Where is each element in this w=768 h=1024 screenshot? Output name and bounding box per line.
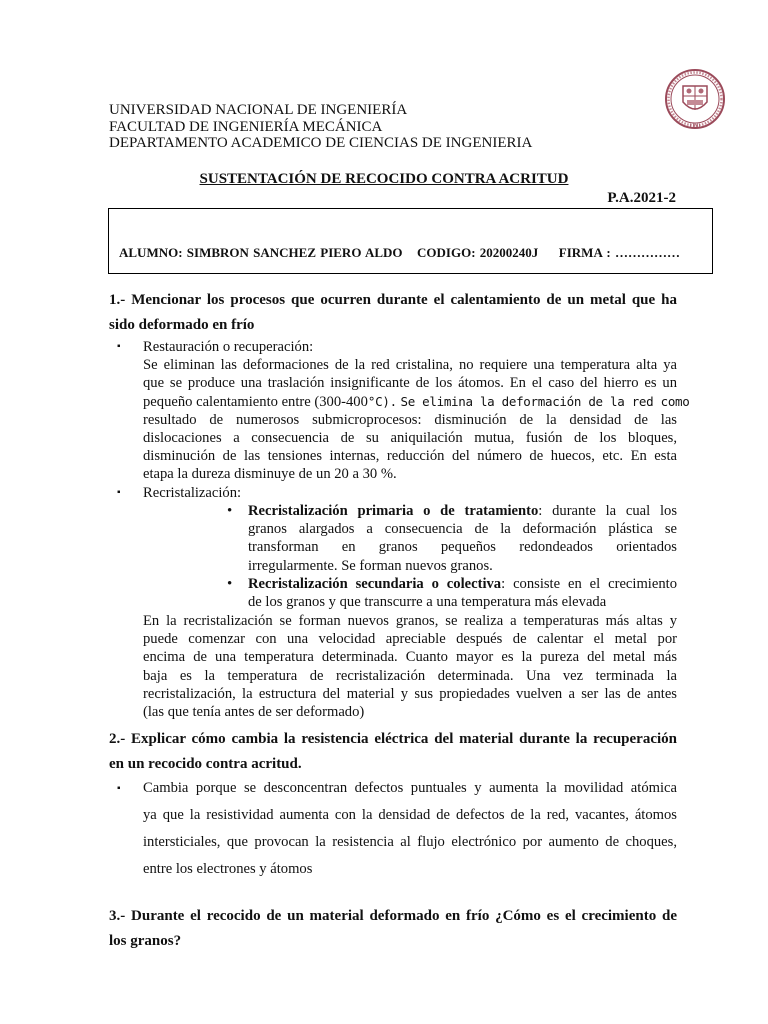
- primary-recrystallization-item: Recristalización primaria o de tratamiento: durante la cual los granos alargados a consecuencia de la deformación plástica se transforman en granos pequeños redondeados orientados irregularmente. Se forman nuevos granos.: [248, 503, 678, 574]
- university-seal-logo: [662, 68, 728, 134]
- student-name: ALUMNO: SIMBRON SANCHEZ PIERO ALDO: [119, 245, 403, 260]
- faculty-name: FACULTAD DE INGENIERÍA MECÁNICA: [109, 118, 383, 135]
- seal-text: UNI: [689, 124, 701, 130]
- department-name: DEPARTAMENTO ACADEMICO DE CIENCIAS DE INGENIERIA: [109, 135, 533, 151]
- university-header: [109, 102, 532, 152]
- recrystallization-paragraph: En la recristalización se forman nuevos granos, se realiza a temperaturas más altas y puede comenzar con una velocidad apreciable después de calentar el metal por encima de una temperatura determinada. Cuanto mayor es la pureza del metal más baja es la temperatura de recristalización determinada. Una vez terminada la recristalización, la estructura del material y sus propiedades vuelven a ser las de antes (las que tenía antes de ser deformado): [143, 613, 677, 721]
- q1-restoration-item: Restauración o recuperación: Se eliminan las deformaciones de la red cristalina, no requiere una temperatura alta ya que se produce una traslación insignificante de los átomos. En el caso del hierro es un pequeño calentamiento entre (300-400°C). Se elimina la deformación de la red como resultado de numerosos submicroprocesos: disminución de la densidad de las dislocaciones a consecuencia de su aniquilación mutua, fusión de los bloques, disminución de las tensiones internas, reducción del número de huecos, etc. En esta etapa la dureza disminuye de un 20 a 30 %.: [143, 339, 690, 483]
- square-bullet: ▪: [117, 783, 121, 794]
- question-2-title: 2.- Explicar cómo cambia la resistencia eléctrica del material durante la recuperación en un recocido contra acritud.: [109, 731, 677, 772]
- disc-bullet: •: [227, 576, 233, 592]
- student-info-line: [119, 245, 680, 261]
- square-bullet: ▪: [117, 341, 121, 352]
- student-info-box: [108, 208, 713, 274]
- student-code: CODIGO: 20200240J: [417, 245, 539, 260]
- academic-period: P.A.2021-2: [607, 190, 676, 206]
- q2-answer: Cambia porque se desconcentran defectos puntuales y aumenta la movilidad atómica ya que la resistividad aumenta con la densidad de defectos de la red, vacantes, átomos intersticiales, que provocan la resistencia al flujo electrónico por aumento de choques, entre los electrones y átomos: [143, 780, 677, 877]
- disc-bullet: •: [227, 503, 233, 519]
- secondary-recrystallization-item: Recristalización secundaria o colectiva: consiste en el crecimiento de los granos y que transcurre a una temperatura más elevada: [248, 576, 677, 611]
- restoration-temperature-line: pequeño calentamiento entre (300-400°C). Se elimina la deformación de la red como: [143, 393, 690, 410]
- recrystallization-heading: Recristalización:: [143, 485, 242, 501]
- university-name: UNIVERSIDAD NACIONAL DE INGENIERÍA: [109, 102, 408, 118]
- square-bullet: ▪: [117, 487, 121, 498]
- document-title: SUSTENTACIÓN DE RECOCIDO CONTRA ACRITUD: [199, 171, 569, 187]
- question-1-title: 1.- Mencionar los procesos que ocurren durante el calentamiento de un metal que ha sido deformado en frío: [109, 292, 677, 333]
- restoration-heading: Restauración o recuperación:: [143, 339, 314, 355]
- signature-field: FIRMA : ……………: [558, 245, 680, 260]
- question-3-title: 3.- Durante el recocido de un material deformado en frío ¿Cómo es el crecimiento de los granos?: [109, 908, 677, 949]
